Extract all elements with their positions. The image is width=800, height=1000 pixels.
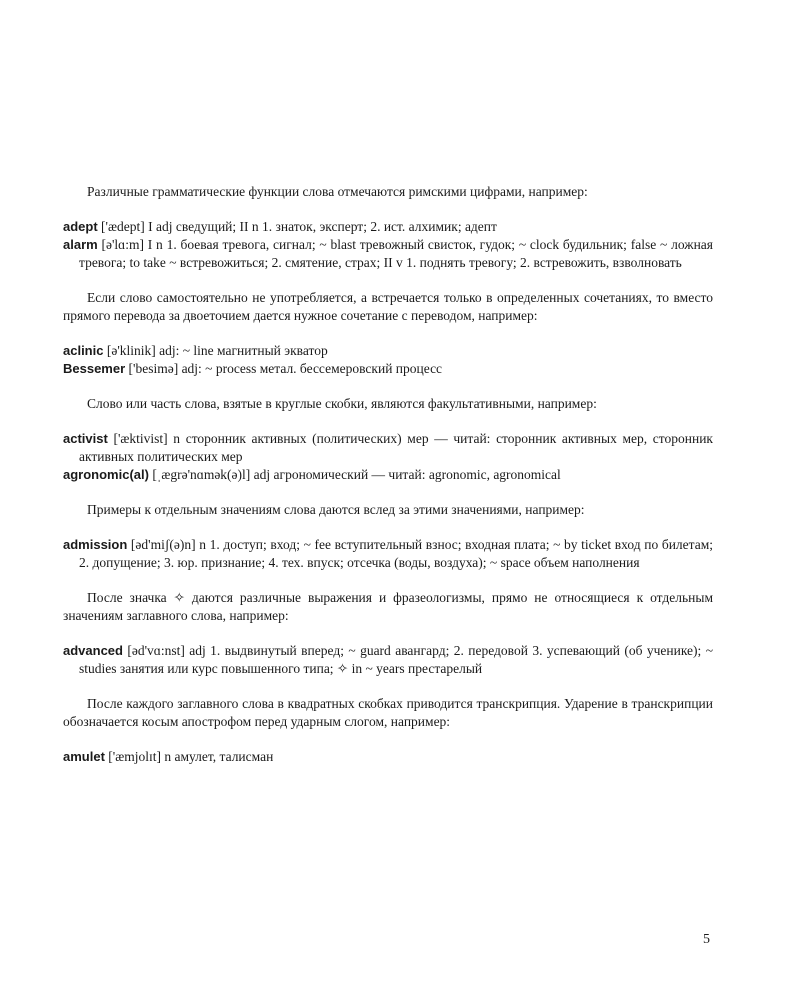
entry-body: [ə'lɑ:m] I n 1. боевая тревога, сигнал; ~ blast тревожный свисток, гудок; ~ clock будильник; false ~ ложная тревога; to take ~ встревожиться; 2. смятение, страх; II v 1. поднять тревогу; 2. встревожить, взволновать [79, 237, 713, 270]
entry-body: ['æktivist] n сторонник активных (политических) мер — читай: сторонник активных мер, сторонник активных политических мер [79, 431, 713, 464]
dictionary-entry-admission [63, 536, 713, 572]
paragraph: Различные грамматические функции слова отмечаются римскими цифрами, например: [87, 184, 588, 199]
page-number: 5 [703, 932, 710, 947]
dictionary-entry-adept [63, 218, 713, 236]
dictionary-entry-bessemer [63, 360, 713, 378]
headword: advanced [63, 643, 123, 658]
headword: Bessemer [63, 361, 126, 376]
paragraph: После значка ✧ даются различные выражения и фразеологизмы, прямо не относящиеся к отдельным значениям заглавного слова, например: [63, 590, 713, 623]
headword: adept [63, 219, 98, 234]
entry-body: [ə'klinik] adj: ~ line магнитный экватор [103, 343, 328, 358]
headword: alarm [63, 237, 98, 252]
headword: amulet [63, 749, 105, 764]
paragraph: Если слово самостоятельно не употребляется, а встречается только в определенных сочетаниях, то вместо прямого перевода за двоеточием дается нужное сочетание с переводом, например: [63, 290, 713, 323]
dictionary-entry-advanced [63, 642, 713, 678]
dictionary-entry-aclinic [63, 342, 713, 360]
dictionary-entry-alarm [63, 236, 713, 272]
dictionary-entry-amulet [63, 748, 713, 766]
page-content [63, 183, 713, 766]
paragraph: Слово или часть слова, взятые в круглые скобки, являются факультативными, например: [87, 396, 597, 411]
entry-body: [əd'miʃ(ə)n] n 1. доступ; вход; ~ fee вступительный взнос; входная плата; ~ by ticket вход по билетам; 2. допущение; 3. юр. признание; 4. тех. впуск; отсечка (воды, воздуха); ~ space объем наполнения [79, 537, 713, 570]
dictionary-entry-agronomic [63, 466, 713, 484]
headword: admission [63, 537, 128, 552]
headword: activist [63, 431, 108, 446]
entry-body: [ˌægrə'nɑmək(ə)l] adj агрономический — читай: agronomic, agronomical [148, 467, 561, 482]
headword: agronomic(al) [63, 467, 149, 482]
paragraph: После каждого заглавного слова в квадратных скобках приводится транскрипция. Ударение в транскрипции обозначается косым апострофом перед ударным слогом, например: [63, 696, 713, 729]
headword: aclinic [63, 343, 104, 358]
entry-body: ['ædept] I adj сведущий; II n 1. знаток, эксперт; 2. ист. алхимик; адепт [97, 219, 497, 234]
entry-body: ['besimə] adj: ~ process метал. бессемеровский процесс [125, 361, 443, 376]
dictionary-entry-activist [63, 430, 713, 466]
entry-body: [əd'vɑ:nst] adj 1. выдвинутый вперед; ~ guard авангард; 2. передовой 3. успевающий (об ученике); ~ studies занятия или курс повышенного типа; ✧ in ~ years престарелый [79, 643, 713, 676]
entry-body: ['æmjolɪt] n амулет, талисман [104, 749, 274, 764]
paragraph: Примеры к отдельным значениям слова даются вслед за этими значениями, например: [87, 502, 585, 517]
